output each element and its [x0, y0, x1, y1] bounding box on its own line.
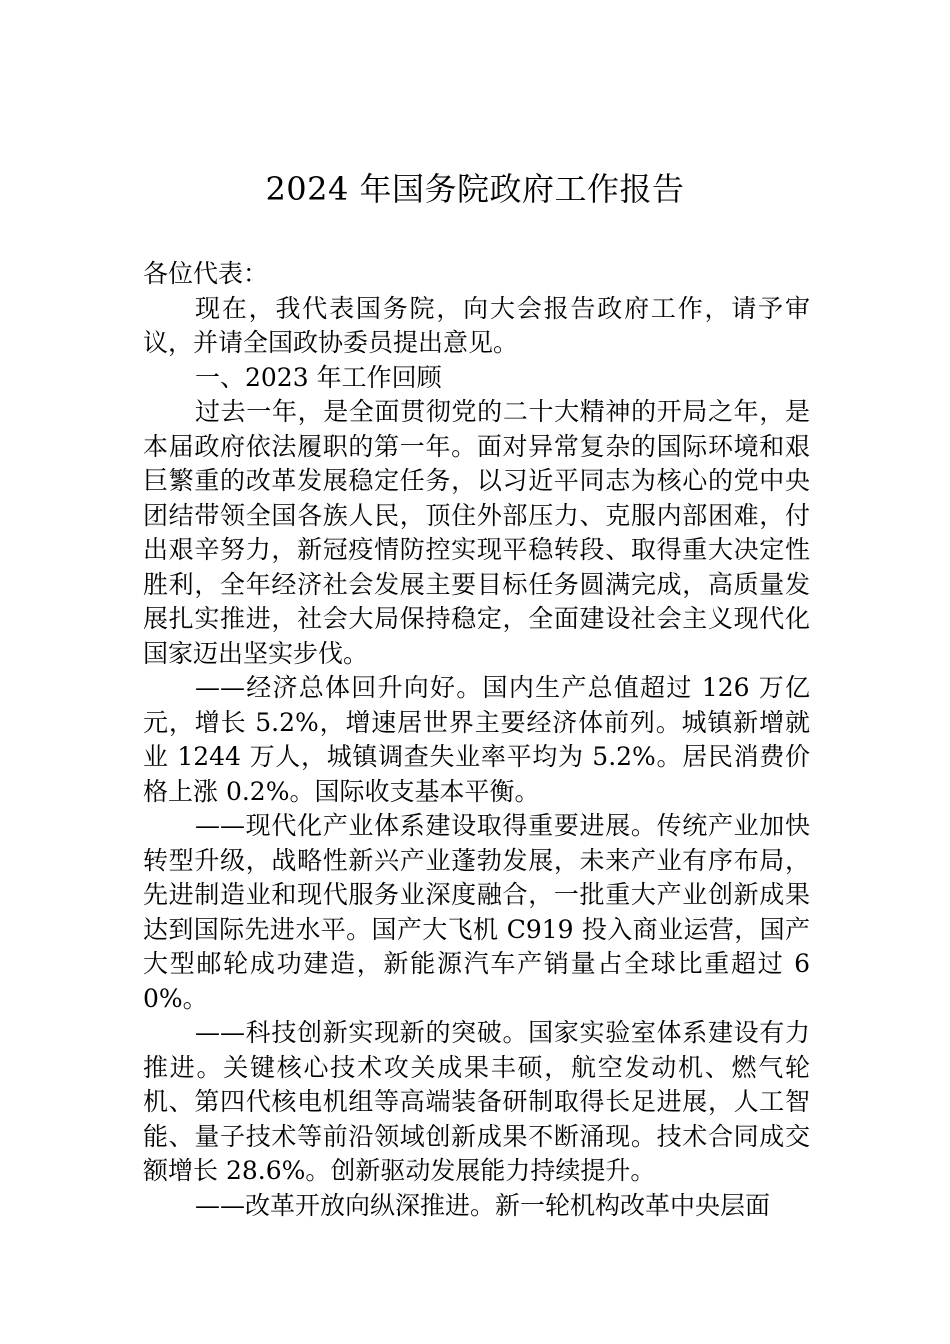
body-paragraph: ——经济总体回升向好。国内生产总值超过 126 万亿元，增长 5.2%，增速居世界主要经济体前列。城镇新增就业 1244 万人，城镇调查失业率平均为 5.2%。居民消费价格上涨 0.2%。国际收支基本平衡。: [143, 673, 810, 806]
body-paragraph: ——改革开放向纵深推进。新一轮机构改革中央层面: [195, 1190, 771, 1220]
body-paragraph: ——科技创新实现新的突破。国家实验室体系建设有力推进。关键核心技术攻关成果丰硕，航空发动机、燃气轮机、第四代核电机组等高端装备研制取得长足进展，人工智能、量子技术等前沿领域创新成果不断涌现。技术合同成交额增长 28.6%。创新驱动发展能力持续提升。: [143, 1018, 810, 1185]
section-heading: 一、2023 年工作回顾: [195, 362, 442, 392]
body-paragraph: 现在，我代表国务院，向大会报告政府工作，请予审议，并请全国政协委员提出意见。: [143, 293, 810, 357]
document-body: [143, 257, 810, 1223]
document-title: 2024 年国务院政府工作报告: [265, 170, 685, 208]
salutation-paragraph: 各位代表：: [143, 259, 269, 288]
body-paragraph: 过去一年，是全面贯彻党的二十大精神的开局之年，是本届政府依法履职的第一年。面对异常复杂的国际环境和艰巨繁重的改革发展稳定任务，以习近平同志为核心的党中央团结带领全国各族人民，顶住外部压力、克服内部困难，付出艰辛努力，新冠疫情防控实现平稳转段、取得重大决定性胜利，全年经济社会发展主要目标任务圆满完成，高质量发展扎实推进，社会大局保持稳定，全面建设社会主义现代化国家迈出坚实步伐。: [143, 397, 810, 668]
body-paragraph: ——现代化产业体系建设取得重要进展。传统产业加快转型升级，战略性新兴产业蓬勃发展，未来产业有序布局，先进制造业和现代服务业深度融合，一批重大产业创新成果达到国际先进水平。国产大飞机 C919 投入商业运营，国产大型邮轮成功建造，新能源汽车产销量占全球比重超过 60%。: [143, 811, 810, 1013]
